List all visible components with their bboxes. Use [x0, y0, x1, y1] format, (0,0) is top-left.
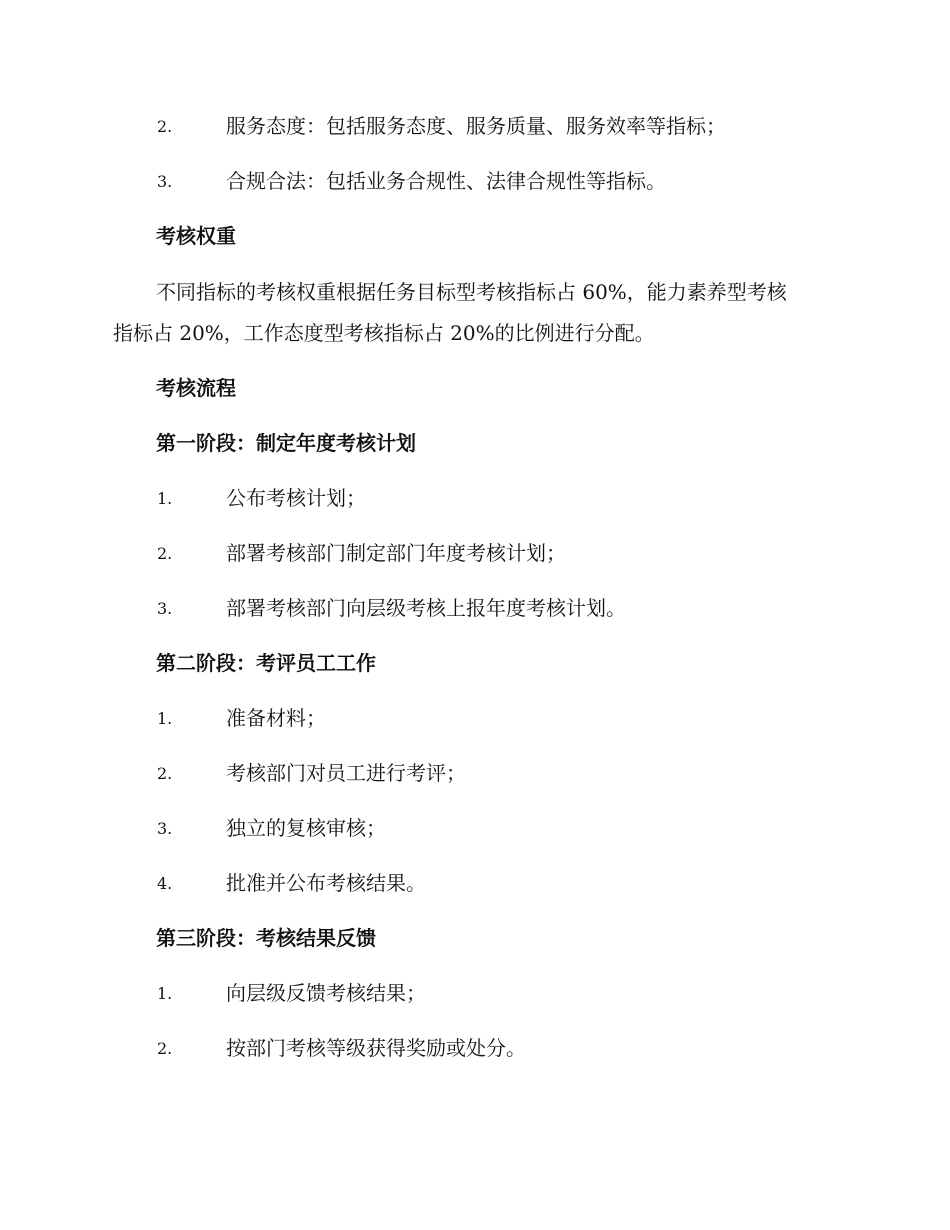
list-number: 1.: [157, 489, 173, 508]
list-number: 4.: [157, 874, 173, 893]
paragraph-line: 指标占 20%，工作态度型考核指标占 20%的比例进行分配。: [113, 321, 655, 345]
list-item: 独立的复核审核；: [226, 816, 386, 840]
list-item: 部署考核部门制定部门年度考核计划；: [226, 541, 566, 565]
list-item: 公布考核计划；: [226, 486, 366, 510]
list-item: 考核部门对员工进行考评；: [226, 761, 466, 785]
section-heading-weight: 考核权重: [156, 224, 236, 248]
list-item: 部署考核部门向层级考核上报年度考核计划。: [226, 596, 626, 620]
list-number: 3.: [157, 819, 173, 838]
stage-heading: 第二阶段：考评员工工作: [156, 651, 376, 675]
list-number: 2.: [157, 117, 173, 136]
list-number: 1.: [157, 709, 173, 728]
stage-heading: 第三阶段：考核结果反馈: [156, 926, 376, 950]
list-item: 服务态度：包括服务态度、服务质量、服务效率等指标；: [226, 114, 726, 138]
list-number: 1.: [157, 984, 173, 1003]
list-item: 合规合法：包括业务合规性、法律合规性等指标。: [226, 169, 666, 193]
list-number: 3.: [157, 172, 173, 191]
list-number: 2.: [157, 764, 173, 783]
stage-heading: 第一阶段：制定年度考核计划: [156, 431, 416, 455]
list-item: 准备材料；: [226, 706, 326, 730]
section-heading-process: 考核流程: [156, 376, 236, 400]
list-number: 2.: [157, 1039, 173, 1058]
list-number: 2.: [157, 544, 173, 563]
list-item: 批准并公布考核结果。: [226, 871, 426, 895]
list-item: 向层级反馈考核结果；: [226, 981, 426, 1005]
list-number: 3.: [157, 599, 173, 618]
paragraph-line: 不同指标的考核权重根据任务目标型考核指标占 60%，能力素养型考核: [156, 280, 787, 304]
list-item: 按部门考核等级获得奖励或处分。: [226, 1036, 526, 1060]
